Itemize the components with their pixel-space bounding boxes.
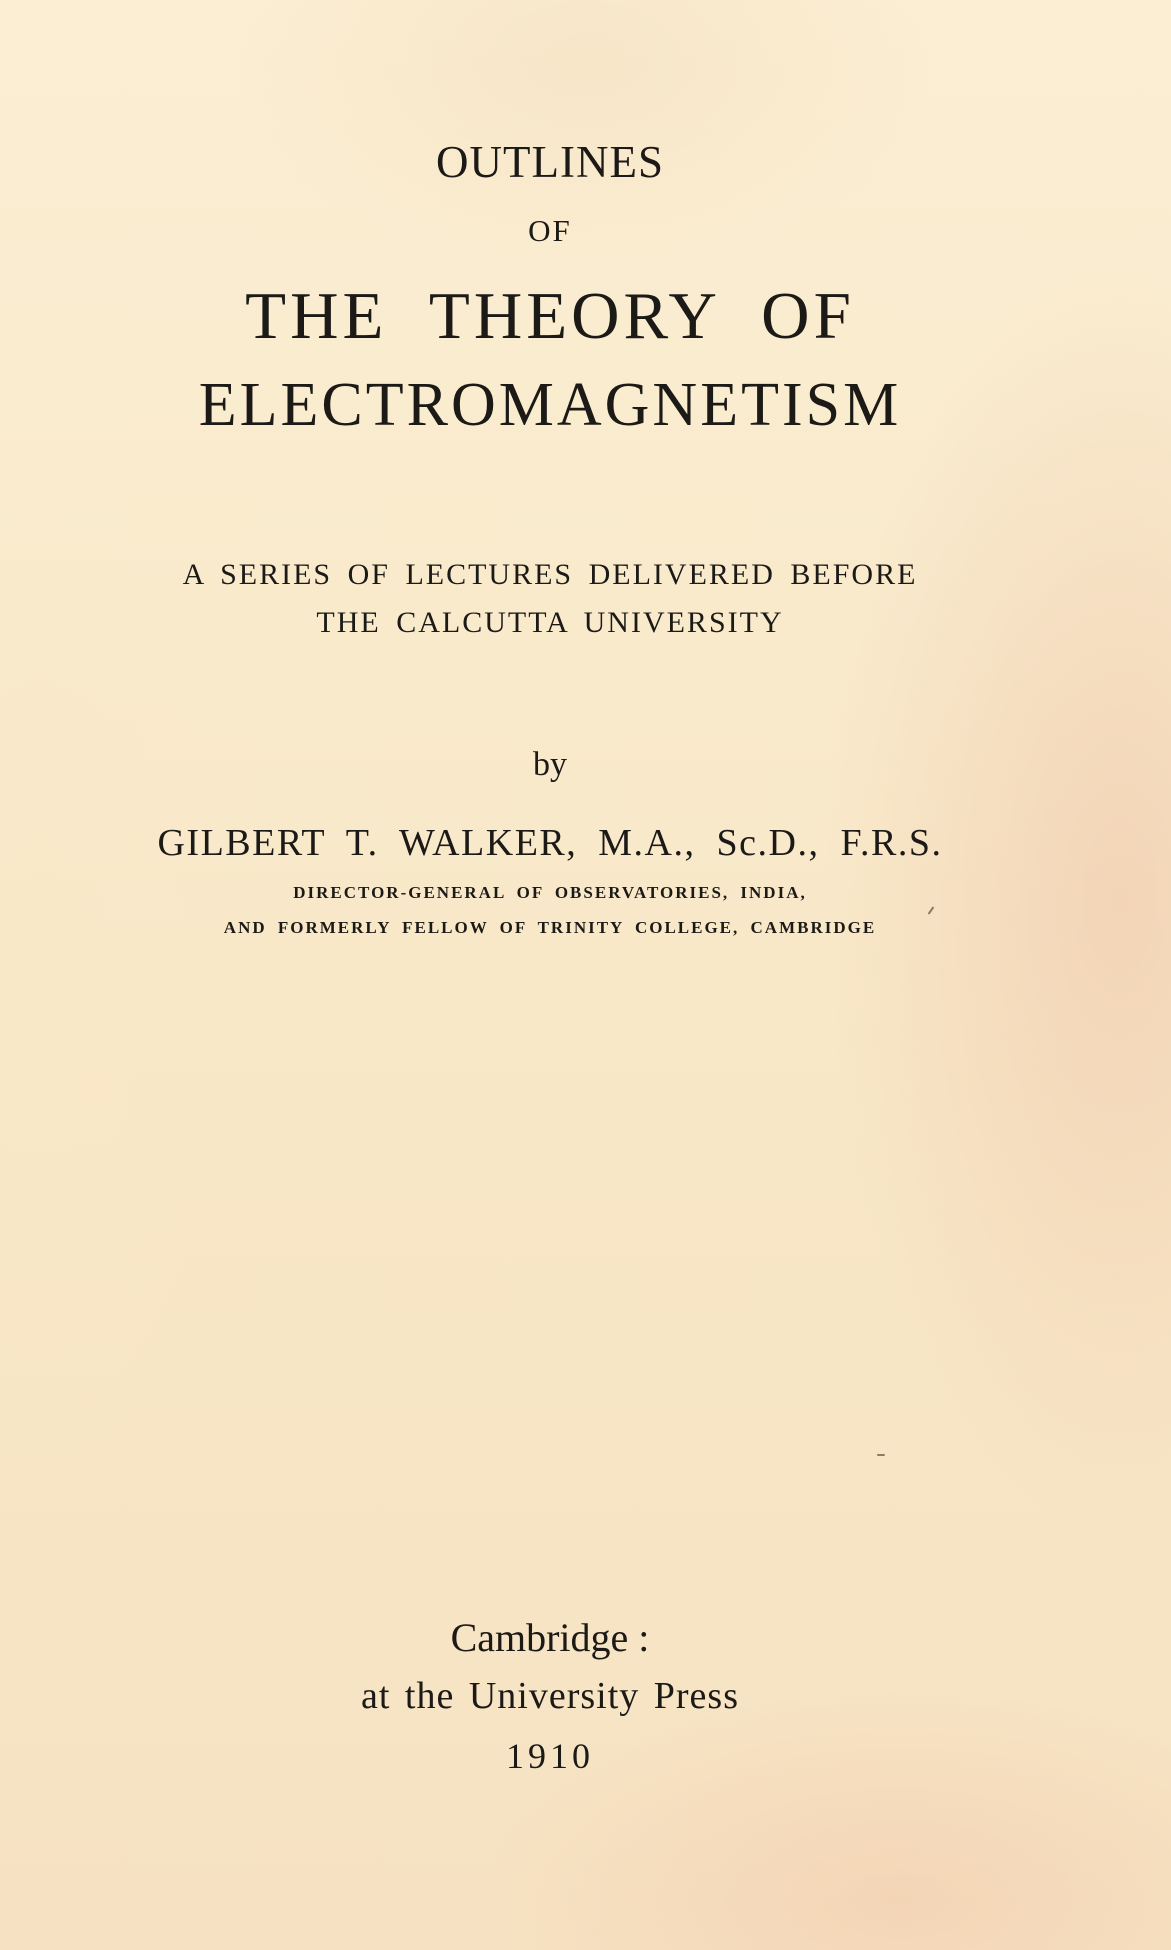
title-line-electromagnetism: ELECTROMAGNETISM [198, 371, 902, 439]
imprint-press: at the University Press [360, 1675, 739, 1717]
author-name: GILBERT T. WALKER, M.A., Sc.D., F.R.S. [157, 822, 943, 864]
title-line-the-theory-of: THE THEORY OF [245, 279, 855, 353]
paper-speck [928, 906, 935, 915]
byline: by [533, 746, 567, 783]
author-affiliation-line-1: DIRECTOR-GENERAL OF OBSERVATORIES, INDIA, [293, 883, 807, 902]
subtitle-line-2: THE CALCUTTA UNIVERSITY [316, 606, 784, 639]
author-affiliation-line-2: AND FORMERLY FELLOW OF TRINITY COLLEGE, CAMBRIDGE [223, 918, 877, 937]
imprint-year: 1910 [506, 1736, 594, 1776]
title-line-of: OF [528, 213, 572, 248]
title-line-outlines: OUTLINES [436, 137, 664, 187]
imprint-place: Cambridge : [450, 1615, 650, 1660]
paper-speck [877, 1454, 885, 1456]
subtitle-line-1: A SERIES OF LECTURES DELIVERED BEFORE [182, 558, 918, 591]
